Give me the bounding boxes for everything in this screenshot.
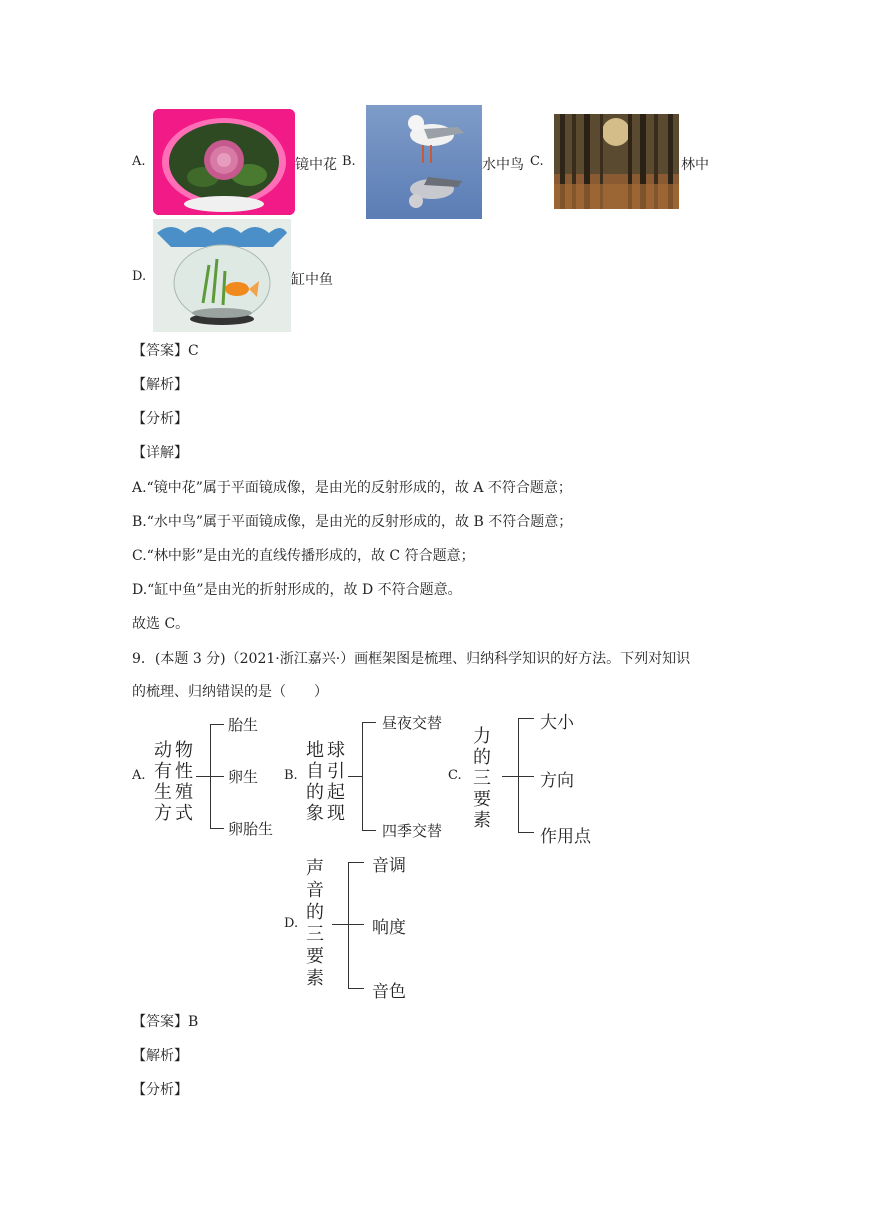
q9-a-tick-3 bbox=[210, 828, 224, 829]
q9-c-tick-1 bbox=[518, 718, 534, 719]
fenxi-label: 【分析】 bbox=[132, 411, 188, 427]
q9-b-item-2: 四季交替 bbox=[382, 822, 443, 840]
q9-a-title-col2: 物 性 殖 式 bbox=[175, 740, 193, 824]
q9-stem-line1: 9．(本题 3 分)（2021·浙江嘉兴·）画框架图是梳理、归纳科学知识的好方法。下列对知识 bbox=[132, 651, 691, 667]
q9-c-item-1: 大小 bbox=[540, 713, 574, 733]
option-a-letter: A. bbox=[132, 154, 146, 169]
mirror-flower-image bbox=[153, 109, 295, 215]
conclusion: 故选 C。 bbox=[132, 616, 190, 632]
q9-option-c-letter: C. bbox=[448, 768, 462, 783]
q9-d-tick-2 bbox=[348, 924, 364, 925]
q9-d-item-2: 响度 bbox=[372, 918, 406, 938]
q9-stem-line2: 的梳理、归纳错误的是（ ） bbox=[132, 684, 328, 700]
detail-line-b: B.“水中鸟”属于平面镜成像，是由光的反射形成的，故 B 不符合题意； bbox=[132, 514, 573, 530]
q9-c-title: 力 的 三 要 素 bbox=[473, 726, 491, 831]
q9-c-stem-line bbox=[502, 776, 518, 777]
q9-b-title-col1: 地 自 的 象 bbox=[306, 740, 324, 824]
q9-answer-label: 【答案】B bbox=[132, 1014, 199, 1030]
q9-c-item-2: 方向 bbox=[540, 771, 574, 791]
q9-c-tick-2 bbox=[518, 776, 534, 777]
detail-label: 【详解】 bbox=[132, 445, 188, 461]
q9-d-tick-3 bbox=[348, 988, 364, 989]
q9-fenxi-label: 【分析】 bbox=[132, 1082, 188, 1098]
answer-label: 【答案】C bbox=[132, 343, 199, 359]
detail-line-d: D.“缸中鱼”是由光的折射形成的，故 D 不符合题意。 bbox=[132, 582, 462, 598]
option-b-letter: B. bbox=[342, 154, 356, 169]
q9-option-b-letter: B. bbox=[284, 768, 298, 783]
q9-option-a-letter: A. bbox=[132, 768, 146, 783]
q9-d-item-1: 音调 bbox=[372, 856, 406, 876]
q9-b-stem-line bbox=[348, 776, 362, 777]
q9-a-item-1: 胎生 bbox=[228, 716, 259, 734]
detail-line-a: A.“镜中花”属于平面镜成像，是由光的反射形成的，故 A 不符合题意； bbox=[132, 480, 572, 496]
q9-c-bracket bbox=[518, 718, 519, 832]
q9-d-stem-line bbox=[332, 924, 348, 925]
detail-line-c: C.“林中影”是由光的直线传播形成的，故 C 符合题意； bbox=[132, 548, 475, 564]
q9-analysis-label: 【解析】 bbox=[132, 1048, 188, 1064]
q9-c-item-3: 作用点 bbox=[540, 827, 591, 847]
q9-b-tick-1 bbox=[362, 722, 376, 723]
option-d-letter: D. bbox=[132, 269, 147, 284]
q9-c-tick-3 bbox=[518, 832, 534, 833]
water-bird-image bbox=[366, 105, 482, 219]
q9-d-title: 声 音 的 三 要 素 bbox=[306, 858, 324, 989]
option-a-caption: 镜中花 bbox=[295, 157, 337, 173]
q9-a-tick-1 bbox=[210, 724, 224, 725]
q9-b-bracket bbox=[362, 722, 363, 830]
fishbowl-image bbox=[153, 219, 291, 332]
option-c-caption: 林中 bbox=[681, 157, 709, 173]
option-b-caption: 水中鸟 bbox=[482, 157, 524, 173]
forest-shadow-image bbox=[554, 114, 679, 209]
q9-a-item-2: 卵生 bbox=[228, 768, 259, 786]
q9-b-title-col2: 球 引 起 现 bbox=[327, 740, 345, 824]
q9-a-tick-2 bbox=[210, 776, 224, 777]
option-d-caption: 缸中鱼 bbox=[291, 272, 333, 288]
option-c-letter: C. bbox=[530, 154, 544, 169]
analysis-label: 【解析】 bbox=[132, 377, 188, 393]
q9-a-item-3: 卵胎生 bbox=[228, 820, 274, 838]
q9-a-title-col1: 动 有 生 方 bbox=[154, 740, 172, 824]
q9-b-tick-2 bbox=[362, 830, 376, 831]
q9-d-item-3: 音色 bbox=[372, 982, 406, 1002]
q9-a-stem-line bbox=[196, 776, 210, 777]
q9-d-tick-1 bbox=[348, 862, 364, 863]
q9-d-bracket bbox=[348, 862, 349, 988]
q9-b-item-1: 昼夜交替 bbox=[382, 714, 443, 732]
q9-option-d-letter: D. bbox=[284, 916, 299, 931]
